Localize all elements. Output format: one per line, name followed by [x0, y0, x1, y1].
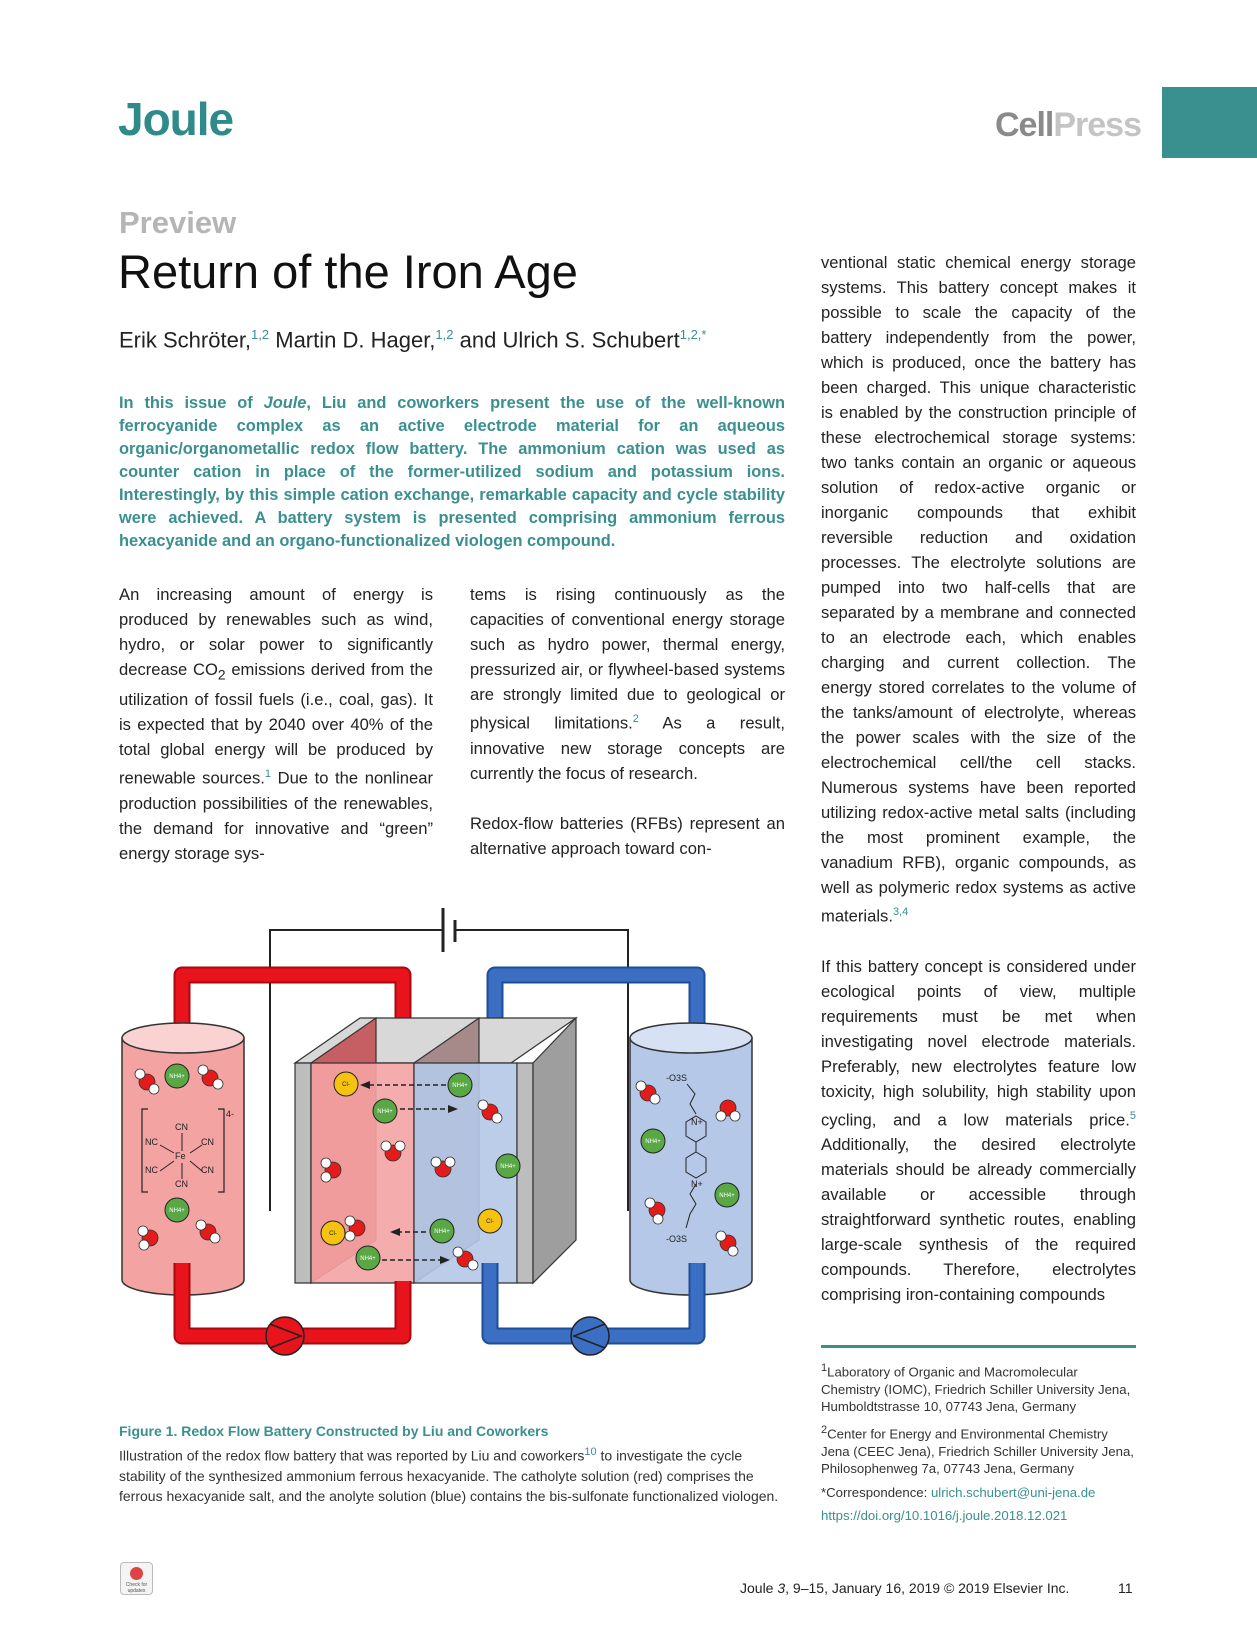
- subscript: 2: [217, 666, 226, 683]
- body-text: An increasing amount of energy is produced by renewables such as wind, hydro, or solar power to significantly decrease CO: [119, 585, 433, 679]
- doi: [821, 1507, 1136, 1525]
- citation-footer: Joule 3, 9–15, January 16, 2019 © 2019 Elsevier Inc.: [740, 1580, 1070, 1596]
- svg-text:NH4+: NH4+: [719, 1193, 735, 1199]
- affiliation-footnotes: [821, 1360, 1136, 1531]
- svg-text:NH4+: NH4+: [500, 1164, 516, 1170]
- svg-text:NH4+: NH4+: [452, 1083, 468, 1089]
- badge-text: Check for updates: [125, 1582, 148, 1594]
- ammonium-ion: [430, 1219, 454, 1243]
- pyridinium-n-label: N+: [691, 1179, 703, 1189]
- chloride-ion: [321, 1221, 345, 1245]
- svg-text:Cl-: Cl-: [486, 1219, 494, 1225]
- badge-icon: [130, 1567, 143, 1580]
- body-column-3: [821, 250, 1136, 1307]
- body-paragraph: [821, 250, 1136, 929]
- svg-text:NH4+: NH4+: [645, 1139, 661, 1145]
- body-text: Additionally, the desired electrolyte materials should be already commercially available or accessible through straightforward synthetic routes, enabling large-scale synthesis of the required compounds. Therefore, electrolytes comprising iron-containing compounds: [821, 1135, 1136, 1305]
- cellpress-logo-cell: Cell: [995, 106, 1054, 144]
- author-name: Martin D. Hager,: [275, 327, 436, 353]
- affiliation-2: $^2$Center for Energy and Environmental Chemistry Jena (CEEC Jena), Friedrich Schiller University Jena, Philosophenweg 7a, 07743 Jena, Germany: [821, 1423, 1134, 1477]
- nc-ligand-label: NC: [145, 1165, 158, 1175]
- caption-text: to investigate the cycle stability of the synthesized ammonium ferrous hexacyanide. The catholyte solution (red) comprises the ferrous hexacyanide salt, and the anolyte solution (blue) contains the bis-sulfonate functionalized viologen.: [119, 1447, 779, 1505]
- body-paragraph: Redox-flow batteries (RFBs) represent an alternative approach toward con-: [470, 813, 785, 858]
- ammonium-ion: [715, 1183, 739, 1207]
- ammonium-ion: [496, 1154, 520, 1178]
- svg-text:Cl-: Cl-: [342, 1082, 350, 1088]
- reference-link[interactable]: 10: [584, 1445, 597, 1458]
- iron-center-label: Fe: [175, 1151, 186, 1161]
- svg-text:NH4+: NH4+: [169, 1208, 185, 1214]
- figure-caption: [119, 1421, 785, 1507]
- corner-tab: [1162, 87, 1257, 158]
- reference-link[interactable]: 2: [632, 713, 639, 725]
- chloride-ion: [334, 1072, 358, 1096]
- ammonium-ion: [448, 1073, 472, 1097]
- doi-link[interactable]: https://doi.org/10.1016/j.joule.2018.12.021: [821, 1508, 1068, 1524]
- body-text: If this battery concept is considered under ecological points of view, multiple requirements must be met when investigating novel electrode materials. Preferably, new electrolytes feature low toxicity, high solubility, high stability upon cycling, and a low materials price.: [821, 956, 1136, 1130]
- author-name: Erik Schröter,: [119, 327, 252, 353]
- caption-text: Illustration of the redox flow battery that was reported by Liu and coworkers: [119, 1447, 585, 1464]
- anolyte-pump: [571, 1317, 609, 1355]
- cn-ligand-label: CN: [201, 1165, 214, 1175]
- body-column-2: [470, 582, 785, 861]
- journal-logo: Joule: [118, 93, 234, 145]
- ammonium-ion: [373, 1099, 397, 1123]
- svg-text:NH4+: NH4+: [360, 1256, 376, 1262]
- author-affiliation[interactable]: 1,2,*: [679, 327, 707, 342]
- nc-ligand-label: NC: [145, 1137, 158, 1147]
- body-paragraph: [821, 954, 1136, 1308]
- article-title: Return of the Iron Age: [118, 245, 578, 298]
- body-text: Due to the nonlinear production possibilities of the renewables, the demand for innovative and “green” energy storage sys-: [119, 768, 433, 863]
- pyridinium-n-label: N+: [691, 1117, 703, 1127]
- author-name: and Ulrich S. Schubert: [459, 327, 680, 353]
- body-paragraph: [119, 582, 433, 866]
- footnote-divider: [821, 1345, 1136, 1348]
- sulfonate-label: -O3S: [666, 1073, 688, 1083]
- abstract-text: , Liu and coworkers present the use of the well-known ferrocyanide complex as an active electrode material for an aqueous organic/organometallic redox flow battery. The ammonium cation was used as counter cation in place of the former-utilized sodium and potassium ions. Interestingly, by this simple cation exchange, remarkable capacity and cycle stability were achieved. A battery system is presented comprising ammonium ferrous hexacyanide and an organo-functionalized viologen compound.: [119, 394, 785, 550]
- cn-ligand-label: CN: [175, 1179, 188, 1189]
- page-number: 11: [1118, 1580, 1133, 1596]
- svg-text:NH4+: NH4+: [377, 1109, 393, 1115]
- affiliation-1: $^1$Laboratory of Organic and Macromolecular Chemistry (IOMC), Friedrich Schiller University Jena, Humboldtstrasse 10, 07743 Jena, Germany: [821, 1362, 1131, 1415]
- sulfonate-label: -O3S: [666, 1234, 688, 1244]
- body-text: ventional static chemical energy storage systems. This battery concept makes it possible to scale the capacity of the battery independently from the power, which is produced, once the battery has been charged. This unique characteristic is enabled by the construction principle of these electrochemical storage systems: two tanks contain an organic or aqueous solution of redox-active organic or inorganic compounds that exhibit reversible reduction and oxidation processes. The electrolyte solutions are pumped into two half-cells that are separated by a membrane and connected to an electrode each, which enables charging and current collection. The energy stored correlates to the volume of the tanks/amount of electrolyte, whereas the power scales with the size of the electrochemical cell/the cell stacks. Numerous systems have been reported utilizing redox-active metal salts (including the most prominent example, the vanadium RFB), organic compounds, as well as polymeric redox systems as active materials.: [821, 253, 1136, 926]
- body-text: tems is rising continuously as the capacities of conventional energy storage such as hydro power, thermal energy, pressurized air, or flywheel-based systems are strongly limited due to geological or physical limitations.: [470, 585, 785, 733]
- email-link[interactable]: ulrich.schubert@uni-jena.de: [930, 1484, 1096, 1500]
- body-column-1: [119, 582, 433, 866]
- ammonium-ion: [641, 1129, 665, 1153]
- cn-ligand-label: CN: [175, 1122, 188, 1132]
- figure-label: Figure 1. Redox Flow Battery Constructed by Liu and Coworkers: [119, 1423, 549, 1439]
- reference-link[interactable]: 1: [264, 768, 271, 781]
- svg-text:Cl-: Cl-: [329, 1231, 337, 1237]
- ammonium-ion: [165, 1064, 189, 1088]
- body-text: emissions derived from the utilization of fossil fuels (i.e., coal, gas). It is expected that by 2040 over 40% of the total global energy will be produced by renewable sources.: [119, 660, 433, 788]
- abstract-journal-name: Joule: [263, 394, 307, 412]
- reference-link[interactable]: 3,4: [892, 906, 909, 918]
- check-for-updates-badge[interactable]: [120, 1562, 153, 1595]
- ammonium-ion: [356, 1246, 380, 1270]
- svg-text:NH4+: NH4+: [434, 1229, 450, 1235]
- ammonium-ion: [165, 1198, 189, 1222]
- chloride-ion: [478, 1209, 502, 1233]
- abstract-text: In this issue of: [119, 394, 264, 412]
- correspondence: *Correspondence: ulrich.schubert@uni-jena.de: [821, 1484, 1096, 1500]
- catholyte-pump: [266, 1317, 304, 1355]
- complex-charge: 4-: [226, 1109, 235, 1119]
- svg-text:NH4+: NH4+: [169, 1074, 185, 1080]
- cellpress-logo-press: Press: [1053, 106, 1141, 144]
- body-text: As a result, innovative new storage concepts are currently the focus of research.: [470, 713, 785, 783]
- redox-flow-battery-figure: [120, 888, 785, 1408]
- author-affiliation[interactable]: 1,2: [251, 327, 270, 342]
- cellpress-logo: [995, 106, 1141, 145]
- author-affiliation[interactable]: 1,2: [435, 327, 454, 342]
- abstract: [119, 392, 785, 553]
- cn-ligand-label: CN: [201, 1137, 214, 1147]
- body-paragraph: [470, 582, 785, 786]
- reference-link[interactable]: 5: [1129, 1109, 1136, 1122]
- author-list: [119, 327, 706, 353]
- section-label: Preview: [119, 205, 237, 240]
